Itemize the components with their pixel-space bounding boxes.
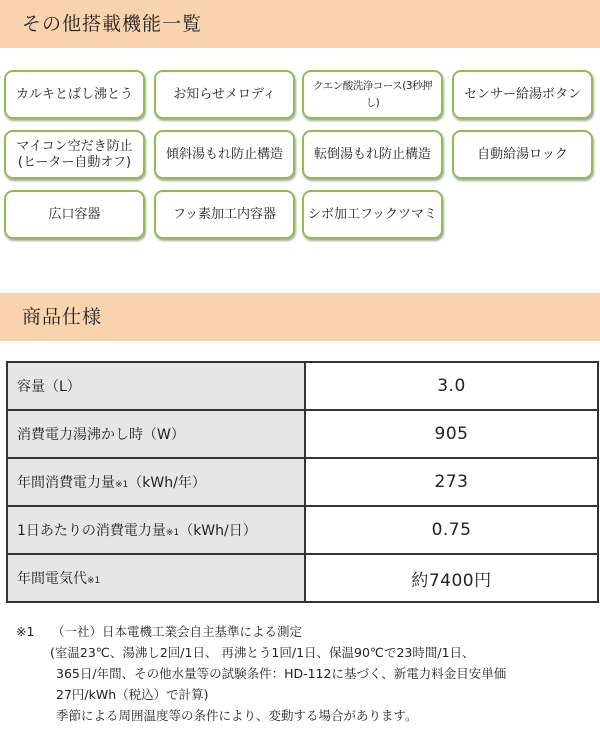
footnote-line: (室温23℃、湯沸し2回/1日、 再沸とう1回/1日、保温90℃で23時間/1日、 [50, 645, 475, 660]
spec-value: 0.75 [305, 506, 598, 554]
feature-button-tip-leak-prevention[interactable]: 転倒湯もれ防止構造 [302, 130, 443, 179]
spec-value: 273 [305, 458, 598, 506]
feature-button-wide-mouth[interactable]: 広口容器 [4, 190, 145, 239]
feature-button-citric-cleaning[interactable]: クエン酸洗浄コース(3秒押し) [302, 70, 443, 119]
feature-button-dry-boil-prevention[interactable]: マイコン空だき防止 (ヒーター自動オフ) [4, 130, 145, 179]
note-mark: ※1 [115, 480, 129, 490]
spec-table [6, 361, 599, 603]
spec-value: 905 [305, 410, 598, 458]
table-row [7, 458, 598, 506]
footnote-body [50, 642, 596, 726]
note-mark: ※1 [165, 528, 180, 538]
spec-label: 1日あたりの消費電力量※1（kWh/日） [7, 506, 305, 554]
footnote-heading: （一社）日本電機工業会自主基準による測定 [52, 624, 303, 639]
feature-button-melody[interactable]: お知らせメロディ [154, 70, 295, 119]
spec-label: 消費電力湯沸かし時（W） [7, 410, 305, 458]
footnote-line: 季節による周囲温度等の条件により、変動する場合があります。 [56, 708, 418, 723]
feature-button-tilt-leak-prevention[interactable]: 傾斜湯もれ防止構造 [154, 130, 295, 179]
features-title: その他搭載機能一覧 [22, 13, 203, 35]
table-row [7, 410, 598, 458]
specs-section-header [0, 293, 600, 341]
feature-button-chlorine-removal[interactable]: カルキとばし沸とう [4, 70, 145, 119]
table-row [7, 362, 598, 410]
table-row [7, 554, 598, 602]
footnote-line: 27円/kWh（税込）で計算) [56, 687, 209, 702]
feature-button-sensor-dispense[interactable]: センサー給湯ボタン [452, 70, 593, 119]
feature-button-textured-hook[interactable]: シボ加工フックツマミ [302, 190, 443, 239]
spec-label: 年間電気代※1 [7, 554, 305, 602]
footnote-mark: ※1 [16, 624, 35, 639]
spec-label: 容量（L） [7, 362, 305, 410]
spec-label: 年間消費電力量※1（kWh/年） [7, 458, 305, 506]
spec-value: 約7400円 [305, 554, 598, 602]
specs-title: 商品仕様 [22, 306, 103, 328]
features-section-header [0, 0, 600, 48]
footnote-line: 365日/年間、その他水量等の試験条件：HD-112に基づく、新電力料金目安単価 [56, 666, 507, 681]
spec-value: 3.0 [305, 362, 598, 410]
note-mark: ※1 [87, 576, 101, 586]
feature-button-auto-lock[interactable]: 自動給湯ロック [452, 130, 593, 179]
feature-button-fluorine-coating[interactable]: フッ素加工内容器 [154, 190, 295, 239]
table-row [7, 506, 598, 554]
